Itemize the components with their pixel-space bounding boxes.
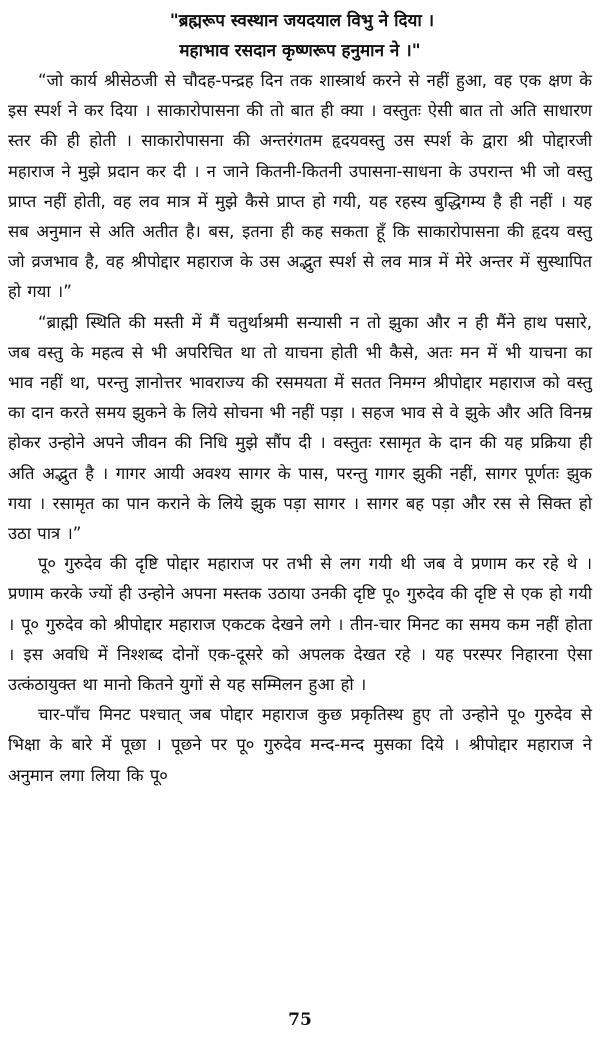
verse-heading-line-1: "ब्रह्मरूप स्वस्थान जयदयाल विभु ने दिया । bbox=[169, 11, 435, 31]
paragraph-1: “जो कार्य श्रीसेठजी से चौदह-पन्द्रह दिन तक शास्त्रार्थ करने से नहीं हुआ, वह एक क्षण के इस स्पर्श ने कर दिया । साकारोपासना की तो बात ही क्या । वस्तुतः ऐसी बात तो अति साधारण स्तर की ही होती । साकारोपासना की अन्तरंगतम हृदयवस्तु उस स्पर्श के द्वारा श्री पोद्दारजी महाराज ने मुझे प्रदान कर दी । न जाने कितनी-कितनी उपासना-साधना के उपरान्त भी जो वस्तु प्राप्त नहीं होती, वह लव मात्र में मुझे कैसे प्राप्त हो गयी, यह रहस्य बुद्धिगम्य है ही नहीं । यह सब अनुमान से अति अतीत है। बस, इतना ही कह सकता हूँ कि साकारोपासना की हृदय वस्तु जो व्रजभाव है, वह श्रीपोद्दार महाराज के उस अद्भुत स्पर्श से लव मात्र में मेरे अन्तर में सुस्थापित हो गया ।” bbox=[8, 71, 593, 302]
verse-heading-line-2: महाभाव रसदान कृष्णरूप हनुमान ने ।" bbox=[179, 41, 421, 61]
paragraph-4: चार-पाँच मिनट पश्चात् जब पोद्दार महाराज कुछ प्रकृतिस्थ हुए तो उन्होने पू० गुरुदेव से भिक्षा के बारे में पूछा । पूछने पर पू० गुरुदेव मन्द-मन्द मुसका दिये । श्रीपोद्दार महाराज ने अनुमान लगा लिया कि पू० bbox=[8, 705, 592, 785]
paragraph-3: पू० गुरुदेव की दृष्टि पोद्दार महाराज पर तभी से लग गयी थी जब वे प्रणाम कर रहे थे । प्रणाम करके ज्यों ही उन्होने अपना मस्तक उठाया उनकी दृष्टि पू० गुरुदेव की दृष्टि से एक हो गयी । पू० गुरुदेव को श्रीपोद्दार महाराज एकटक देखने लगे । तीन-चार मिनट का समय कम नहीं होता । इस अवधि में निश्शब्द दोनों एक-दूसरे को अपलक देखत रहे । यह परस्पर निहारना ऐसा उत्कंठायुक्त था मानो कितने युगों से यह सम्मिलन हुआ हो । bbox=[8, 554, 592, 695]
paragraph-2: “ब्राह्मी स्थिति की मस्ती में मैं चतुर्थाश्रमी सन्यासी न तो झुका और न ही मैंने हाथ पसारे, जब वस्तु के महत्व से भी अपरिचित था तो याचना होती भी कैसे, अतः मन में भी याचना का भाव नहीं था, परन्तु ज्ञानोत्तर भावराज्य की रसमयता में सतत निमग्न श्रीपोद्दार महाराज को वस्तु का दान करते समय झुकने के लिये सोचना भी नहीं पड़ा । सहज भाव से वे झुके और अति विनम्र होकर उन्होने अपने जीवन की निधि मुझे सौंप दी । वस्तुतः रसामृत के दान की यह प्रक्रिया ही अति अद्भुत है । गागर आयी अवश्य सागर के पास, परन्तु गागर झुकी नहीं, सागर पूर्णतः झुक गया । रसामृत का पान कराने के लिये झुक पड़ा सागर । सागर बह पड़ा और रस से सिक्त हो उठा पात्र ।” bbox=[8, 312, 592, 544]
page-number: 75 bbox=[288, 1010, 312, 1030]
body-text bbox=[8, 66, 592, 791]
